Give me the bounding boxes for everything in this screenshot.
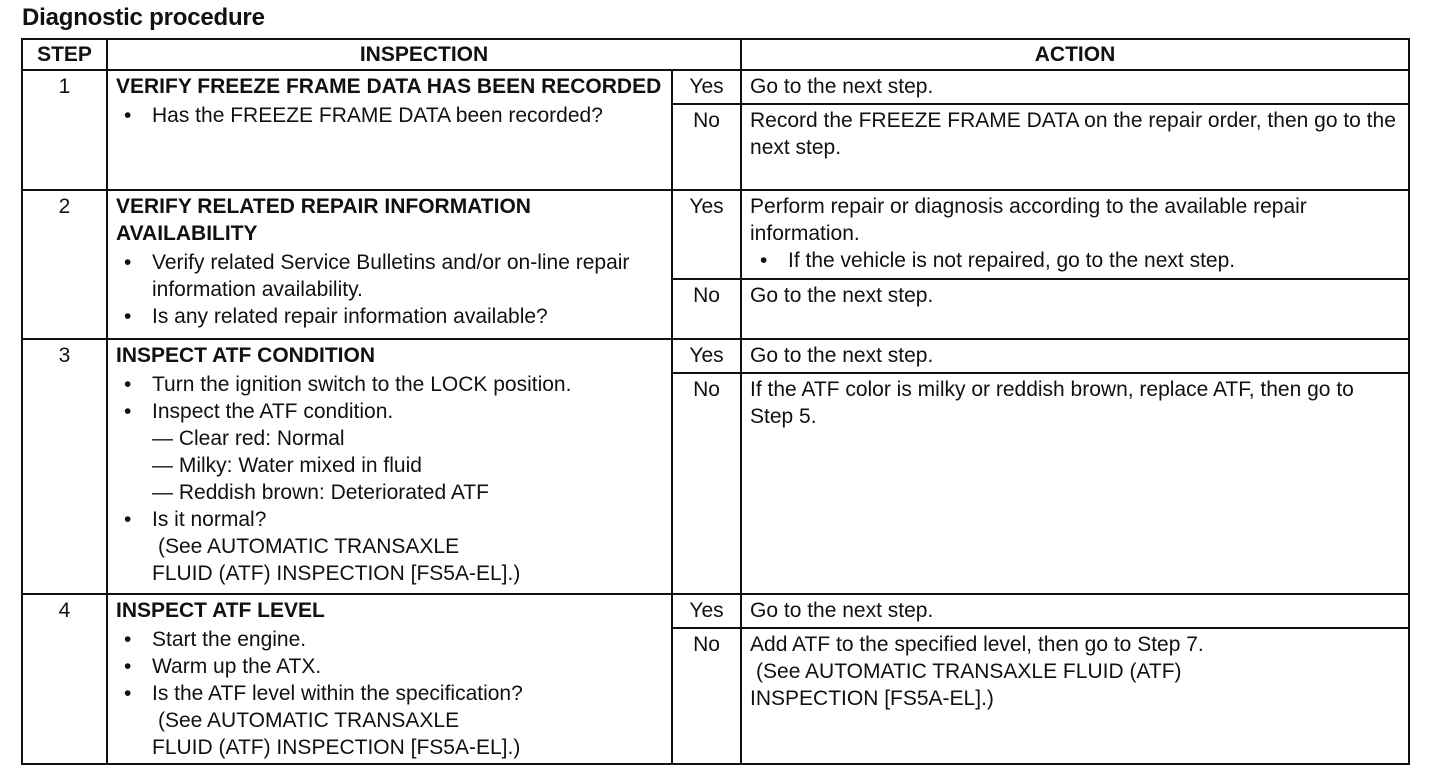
step-1-yes-action: Go to the next step. — [741, 70, 1409, 104]
step-4-bullet-3 — [116, 680, 665, 761]
step-4-bullet-1: • Start the engine. — [116, 626, 665, 653]
step-4-number: 4 — [22, 594, 107, 764]
page-title: Diagnostic procedure — [22, 4, 265, 31]
step-3-sub-item-1: — Clear red: Normal — [152, 425, 665, 452]
step-2-heading: VERIFY RELATED REPAIR INFORMATION AVAILABILITY — [116, 195, 531, 245]
step-3-bullet-3-text: Is it normal? — [152, 508, 267, 531]
step-3-no-action: If the ATF color is milky or reddish brown, replace ATF, then go to Step 5. — [741, 373, 1409, 594]
step-3-heading: INSPECT ATF CONDITION — [116, 344, 375, 367]
step-4-no-action-text: Add ATF to the specified level, then go to Step 7. — [750, 633, 1204, 656]
step-2-yes-action-bullet: • If the vehicle is not repaired, go to the next step. — [750, 247, 1400, 274]
step-4-yes-row — [22, 594, 1409, 628]
step-2-bullet-2: • Is any related repair information available? — [116, 303, 665, 330]
step-4-ref-line-1: (See AUTOMATIC TRANSAXLE — [158, 709, 460, 732]
step-3-ref-line-2: FLUID (ATF) INSPECTION [FS5A-EL].) — [152, 562, 521, 585]
step-column-header: STEP — [22, 39, 107, 70]
diagnostic-procedure-table — [21, 38, 1410, 765]
step-3-yes-row — [22, 339, 1409, 373]
step-2-bullet-1: • Verify related Service Bulletins and/or on-line repair information availability. — [116, 249, 665, 303]
step-4-heading: INSPECT ATF LEVEL — [116, 599, 325, 622]
step-3-bullet-2 — [116, 398, 665, 506]
step-4-bullet-3-text: Is the ATF level within the specification? — [152, 682, 523, 705]
step-1-no-action: Record the FREEZE FRAME DATA on the repair order, then go to the next step. — [741, 104, 1409, 190]
step-1-bullet: • Has the FREEZE FRAME DATA been recorded? — [116, 102, 665, 129]
step-3-bullet-2-text: Inspect the ATF condition. — [152, 400, 394, 423]
step-1-no-label: No — [672, 104, 741, 190]
step-3-inspection — [107, 339, 672, 594]
step-3-number: 3 — [22, 339, 107, 594]
step-4-no-label: No — [672, 628, 741, 764]
step-1-yes-row — [22, 70, 1409, 104]
step-4-ref-line-2: FLUID (ATF) INSPECTION [FS5A-EL].) — [152, 736, 521, 759]
step-4-no-action — [741, 628, 1409, 764]
table-header-row — [22, 39, 1409, 70]
step-1-yes-label: Yes — [672, 70, 741, 104]
action-column-header: ACTION — [741, 39, 1409, 70]
step-1-number: 1 — [22, 70, 107, 190]
step-2-yes-action-text: Perform repair or diagnosis according to the available repair information. — [750, 195, 1307, 245]
step-2-inspection — [107, 190, 672, 339]
step-1-heading: VERIFY FREEZE FRAME DATA HAS BEEN RECORDED — [116, 75, 662, 98]
step-2-number: 2 — [22, 190, 107, 339]
step-2-no-label: No — [672, 279, 741, 339]
step-3-ref-line-1: (See AUTOMATIC TRANSAXLE — [158, 535, 460, 558]
step-4-inspection — [107, 594, 672, 764]
step-4-yes-action: Go to the next step. — [741, 594, 1409, 628]
step-3-yes-label: Yes — [672, 339, 741, 373]
step-3-bullet-3 — [116, 506, 665, 587]
step-3-no-label: No — [672, 373, 741, 594]
step-3-bullet-1: • Turn the ignition switch to the LOCK position. — [116, 371, 665, 398]
step-1-inspection — [107, 70, 672, 190]
step-2-no-action: Go to the next step. — [741, 279, 1409, 339]
step-3-sub-item-2: — Milky: Water mixed in fluid — [152, 452, 665, 479]
step-2-yes-action — [741, 190, 1409, 279]
inspection-column-header: INSPECTION — [107, 39, 741, 70]
step-3-yes-action: Go to the next step. — [741, 339, 1409, 373]
step-3-sub-item-3: — Reddish brown: Deteriorated ATF — [152, 479, 665, 506]
step-2-yes-row — [22, 190, 1409, 279]
step-4-yes-label: Yes — [672, 594, 741, 628]
step-2-yes-label: Yes — [672, 190, 741, 279]
step-4-no-action-ref-1: (See AUTOMATIC TRANSAXLE FLUID (ATF) — [756, 660, 1182, 683]
step-4-no-action-ref-2: INSPECTION [FS5A-EL].) — [750, 687, 994, 710]
step-4-bullet-2: • Warm up the ATX. — [116, 653, 665, 680]
